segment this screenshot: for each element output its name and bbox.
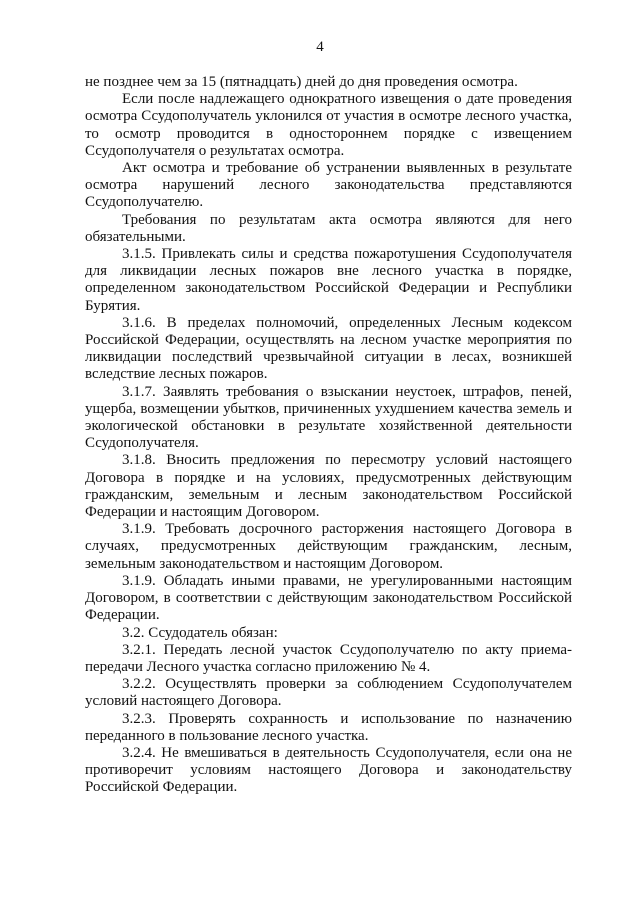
clause-3-1-9-other-rights: 3.1.9. Обладать иными правами, не урегулированными настоящим Договором, в соответствии с действующим законодательством Российской Федерации. xyxy=(85,572,572,624)
clause-3-1-7: 3.1.7. Заявлять требования о взыскании неустоек, штрафов, пеней, ущерба, возмещении убытков, причиненных ухудшением качества земель и экологической обстановки в результате хозяйственной деятельности Ссудополучателя. xyxy=(85,383,572,452)
paragraph-inspection-act: Акт осмотра и требование об устранении выявленных в результате осмотра нарушений лесного законодательства представляются Ссудополучателю. xyxy=(85,160,572,211)
clause-3-2-3: 3.2.3. Проверять сохранность и использование по назначению переданного в пользование лесного участка. xyxy=(85,710,572,744)
paragraph-inspection-unilateral: Если после надлежащего однократного извещения о дате проведения осмотра Ссудополучатель уклонился от участия в осмотре лесного участка, то осмотр проводится в одностороннем порядке с извещением Ссудополучателя о результатах осмотра. xyxy=(85,91,572,159)
clause-3-1-6: 3.1.6. В пределах полномочий, определенных Лесным кодексом Российской Федерации, осуществлять на лесном участке мероприятия по ликвидации последствий чрезвычайной ситуации в лесах, возникшей вследствие лесных пожаров. xyxy=(85,314,572,383)
clause-3-1-5: 3.1.5. Привлекать силы и средства пожаротушения Ссудополучателя для ликвидации лесных пожаров вне лесного участка в порядке, определенном законодательством Российской Федерации и Республики Бурятия. xyxy=(85,246,572,314)
clause-3-2-2: 3.2.2. Осуществлять проверки за соблюдением Ссудополучателем условий настоящего Договора. xyxy=(85,676,572,710)
paragraph-inspection-requirements: Требования по результатам акта осмотра являются для него обязательными. xyxy=(85,211,572,245)
clause-3-1-9-termination: 3.1.9. Требовать досрочного расторжения настоящего Договора в случаях, предусмотренных действующим гражданским, лесным, земельным законодательством и настоящим Договором. xyxy=(85,521,572,572)
clause-3-2-1: 3.2.1. Передать лесной участок Ссудополучателю по акту приема-передачи Лесного участка согласно приложению № 4. xyxy=(85,641,572,675)
paragraph-inspection-deadline: не позднее чем за 15 (пятнадцать) дней до дня проведения осмотра. xyxy=(85,74,518,90)
clause-3-2-4: 3.2.4. Не вмешиваться в деятельность Ссудополучателя, если она не противоречит условиям настоящего Договора и законодательству Российской Федерации. xyxy=(85,744,572,796)
clause-3-2-heading: 3.2. Ссудодатель обязан: xyxy=(122,624,278,641)
page-number: 4 xyxy=(316,39,324,55)
clause-3-1-8: 3.1.8. Вносить предложения по пересмотру условий настоящего Договора в порядке и на условиях, предусмотренных действующим гражданским, земельным и лесным законодательством Российской Федерации и настоящим Договором. xyxy=(85,452,572,521)
document-body xyxy=(85,74,572,797)
